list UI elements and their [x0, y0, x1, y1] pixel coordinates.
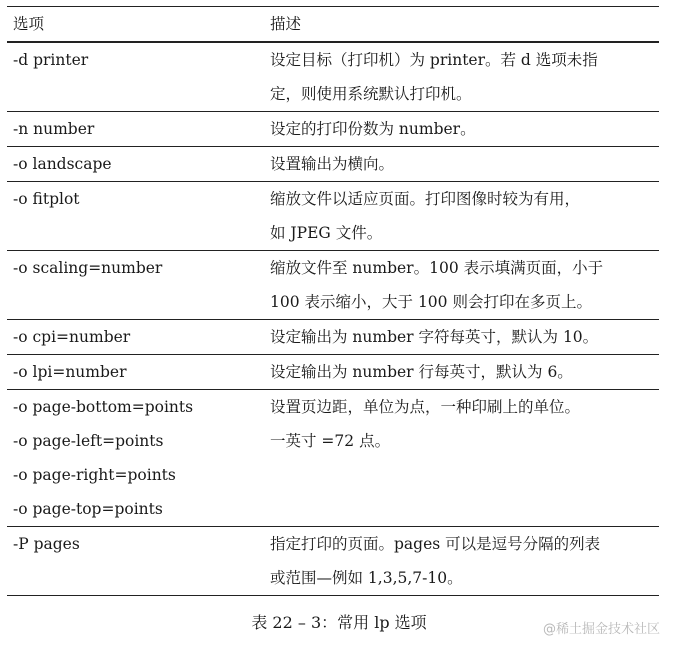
option-text: -o page-bottom=points	[13, 398, 194, 416]
option-text: -o page-left=points	[13, 432, 164, 450]
description-text: 设定目标（打印机）为 printer。若 d 选项未指	[270, 51, 598, 69]
option-text: -o page-right=points	[13, 466, 176, 484]
description-cell	[264, 182, 659, 251]
option-text: -n number	[13, 120, 95, 138]
option-cell	[7, 112, 264, 147]
table-row	[7, 251, 659, 320]
description-cell	[264, 112, 659, 147]
description-cell	[264, 42, 659, 112]
table-caption: 表 22 – 3：常用 lp 选项	[251, 613, 427, 632]
table-row	[7, 355, 659, 390]
option-text: -o cpi=number	[13, 328, 131, 346]
option-text: -o lpi=number	[13, 363, 127, 381]
table-row	[7, 390, 659, 527]
table-row	[7, 147, 659, 182]
table-row	[7, 527, 659, 596]
description-text: 定，则使用系统默认打印机。	[270, 85, 472, 103]
table-row	[7, 112, 659, 147]
description-cell	[264, 390, 659, 527]
description-text: 或范围—例如 1,3,5,7-10。	[270, 569, 463, 587]
description-cell	[264, 251, 659, 320]
option-cell	[7, 527, 264, 596]
description-text: 设定输出为 number 字符每英寸，默认为 10。	[270, 328, 599, 346]
option-text: -o fitplot	[13, 190, 80, 208]
description-text: 缩放文件至 number。100 表示填满页面，小于	[270, 259, 604, 277]
description-text: 设置页边距，单位为点，一种印刷上的单位。	[270, 398, 581, 416]
option-cell	[7, 42, 264, 112]
description-text: 缩放文件以适应页面。打印图像时较为有用，	[270, 190, 581, 208]
description-cell	[264, 147, 659, 182]
description-text: 一英寸 =72 点。	[270, 432, 391, 450]
description-text: 如 JPEG 文件。	[270, 224, 383, 242]
option-text: -P pages	[13, 535, 80, 553]
option-cell	[7, 182, 264, 251]
table-row	[7, 182, 659, 251]
description-text: 设定的打印份数为 number。	[270, 120, 476, 138]
watermark: @稀土掘金技术社区	[542, 622, 660, 637]
option-cell	[7, 147, 264, 182]
option-text: -o scaling=number	[13, 259, 163, 277]
description-text: 100 表示缩小，大于 100 则会打印在多页上。	[270, 293, 592, 311]
option-cell	[7, 320, 264, 355]
table-row	[7, 320, 659, 355]
description-cell	[264, 527, 659, 596]
description-text: 指定打印的页面。pages 可以是逗号分隔的列表	[270, 535, 601, 553]
option-cell	[7, 390, 264, 527]
table-header-row	[7, 7, 659, 43]
option-text: -d printer	[13, 51, 89, 69]
description-cell	[264, 320, 659, 355]
lp-options-table	[7, 6, 659, 596]
description-text: 设定输出为 number 行每英寸，默认为 6。	[270, 363, 573, 381]
header-description: 描述	[264, 7, 659, 43]
option-text: -o landscape	[13, 155, 112, 173]
table-row	[7, 42, 659, 112]
options-table-container	[7, 6, 659, 596]
description-cell	[264, 355, 659, 390]
option-cell	[7, 251, 264, 320]
description-text: 设置输出为横向。	[270, 155, 395, 173]
option-cell	[7, 355, 264, 390]
header-option: 选项	[7, 7, 264, 43]
option-text: -o page-top=points	[13, 500, 163, 518]
